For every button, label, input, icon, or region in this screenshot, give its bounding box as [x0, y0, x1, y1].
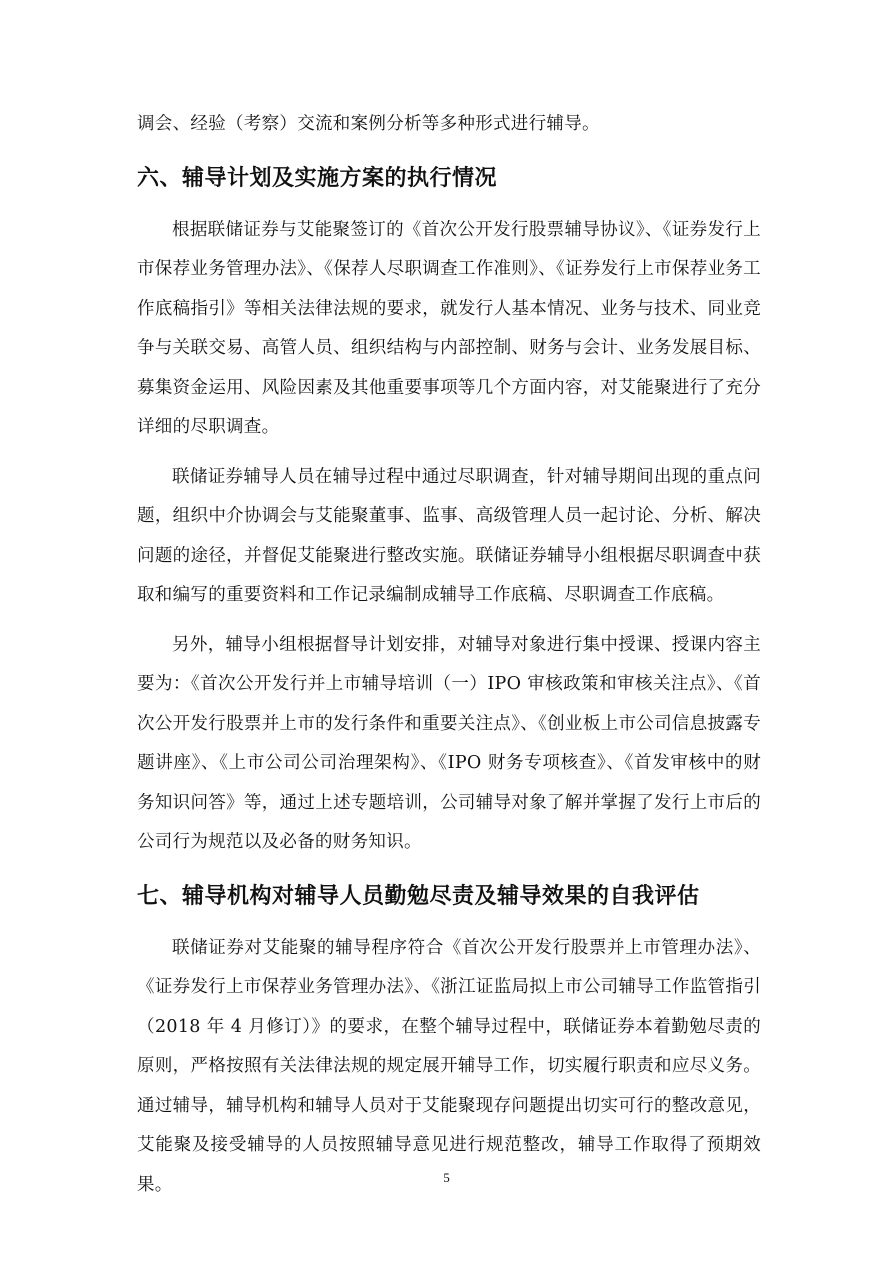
section-6-paragraph-1: 根据联储证券与艾能聚签订的《首次公开发行股票辅导协议》、《证券发行上市保荐业务管理办法》、《保荐人尽职调查工作准则》、《证券发行上市保荐业务工作底稿指引》等相关法律法规的要求，就发行人基本情况、业务与技术、同业竞争与关联交易、高管人员、组织结构与内部控制、财务与会计、业务发展目标、募集资金运用、风险因素及其他重要事项等几个方面内容，对艾能聚进行了充分详细的尽职调查。	[137, 219, 761, 437]
page-content	[137, 105, 761, 1205]
section-7-paragraph-1: 联储证券对艾能聚的辅导程序符合《首次公开发行股票并上市管理办法》、《证券发行上市保荐业务管理办法》、《浙江证监局拟上市公司辅导工作监管指引（2018 年 4 月修订）》的要求，在整个辅导过程中，联储证券本着勤勉尽责的原则，严格按照有关法律法规的规定展开辅导工作，切实履行职责和应尽义务。通过辅导，辅导机构和辅导人员对于艾能聚现存问题提出切实可行的整改意见，艾能聚及接受辅导的人员按照辅导意见进行规范整改，辅导工作取得了预期效果。	[137, 937, 761, 1195]
section-6-paragraph-3: 另外，辅导小组根据督导计划安排，对辅导对象进行集中授课、授课内容主要为：《首次公开发行并上市辅导培训（一）IPO 审核政策和审核关注点》、《首次公开发行股票并上市的发行条件和重要关注点》、《创业板上市公司信息披露专题讲座》、《上市公司公司治理架构》、《IPO 财务专项核查》、《首发审核中的财务知识问答》等，通过上述专题培训，公司辅导对象了解并掌握了发行上市后的公司行为规范以及必备的财务知识。	[137, 634, 761, 852]
continued-paragraph: 调会、经验（考察）交流和案例分析等多种形式进行辅导。	[137, 114, 600, 134]
section-6-paragraph-2: 联储证券辅导人员在辅导过程中通过尽职调查，针对辅导期间出现的重点问题，组织中介协调会与艾能聚董事、监事、高级管理人员一起讨论、分析、解决问题的途径，并督促艾能聚进行整改实施。联储证券辅导小组根据尽职调查中获取和编写的重要资料和工作记录编制成辅导工作底稿、尽职调查工作底稿。	[137, 466, 761, 605]
section-6-heading: 六、辅导计划及实施方案的执行情况	[137, 165, 498, 191]
section-7-heading: 七、辅导机构对辅导人员勤勉尽责及辅导效果的自我评估	[137, 883, 700, 909]
page-number: 5	[443, 1170, 450, 1185]
